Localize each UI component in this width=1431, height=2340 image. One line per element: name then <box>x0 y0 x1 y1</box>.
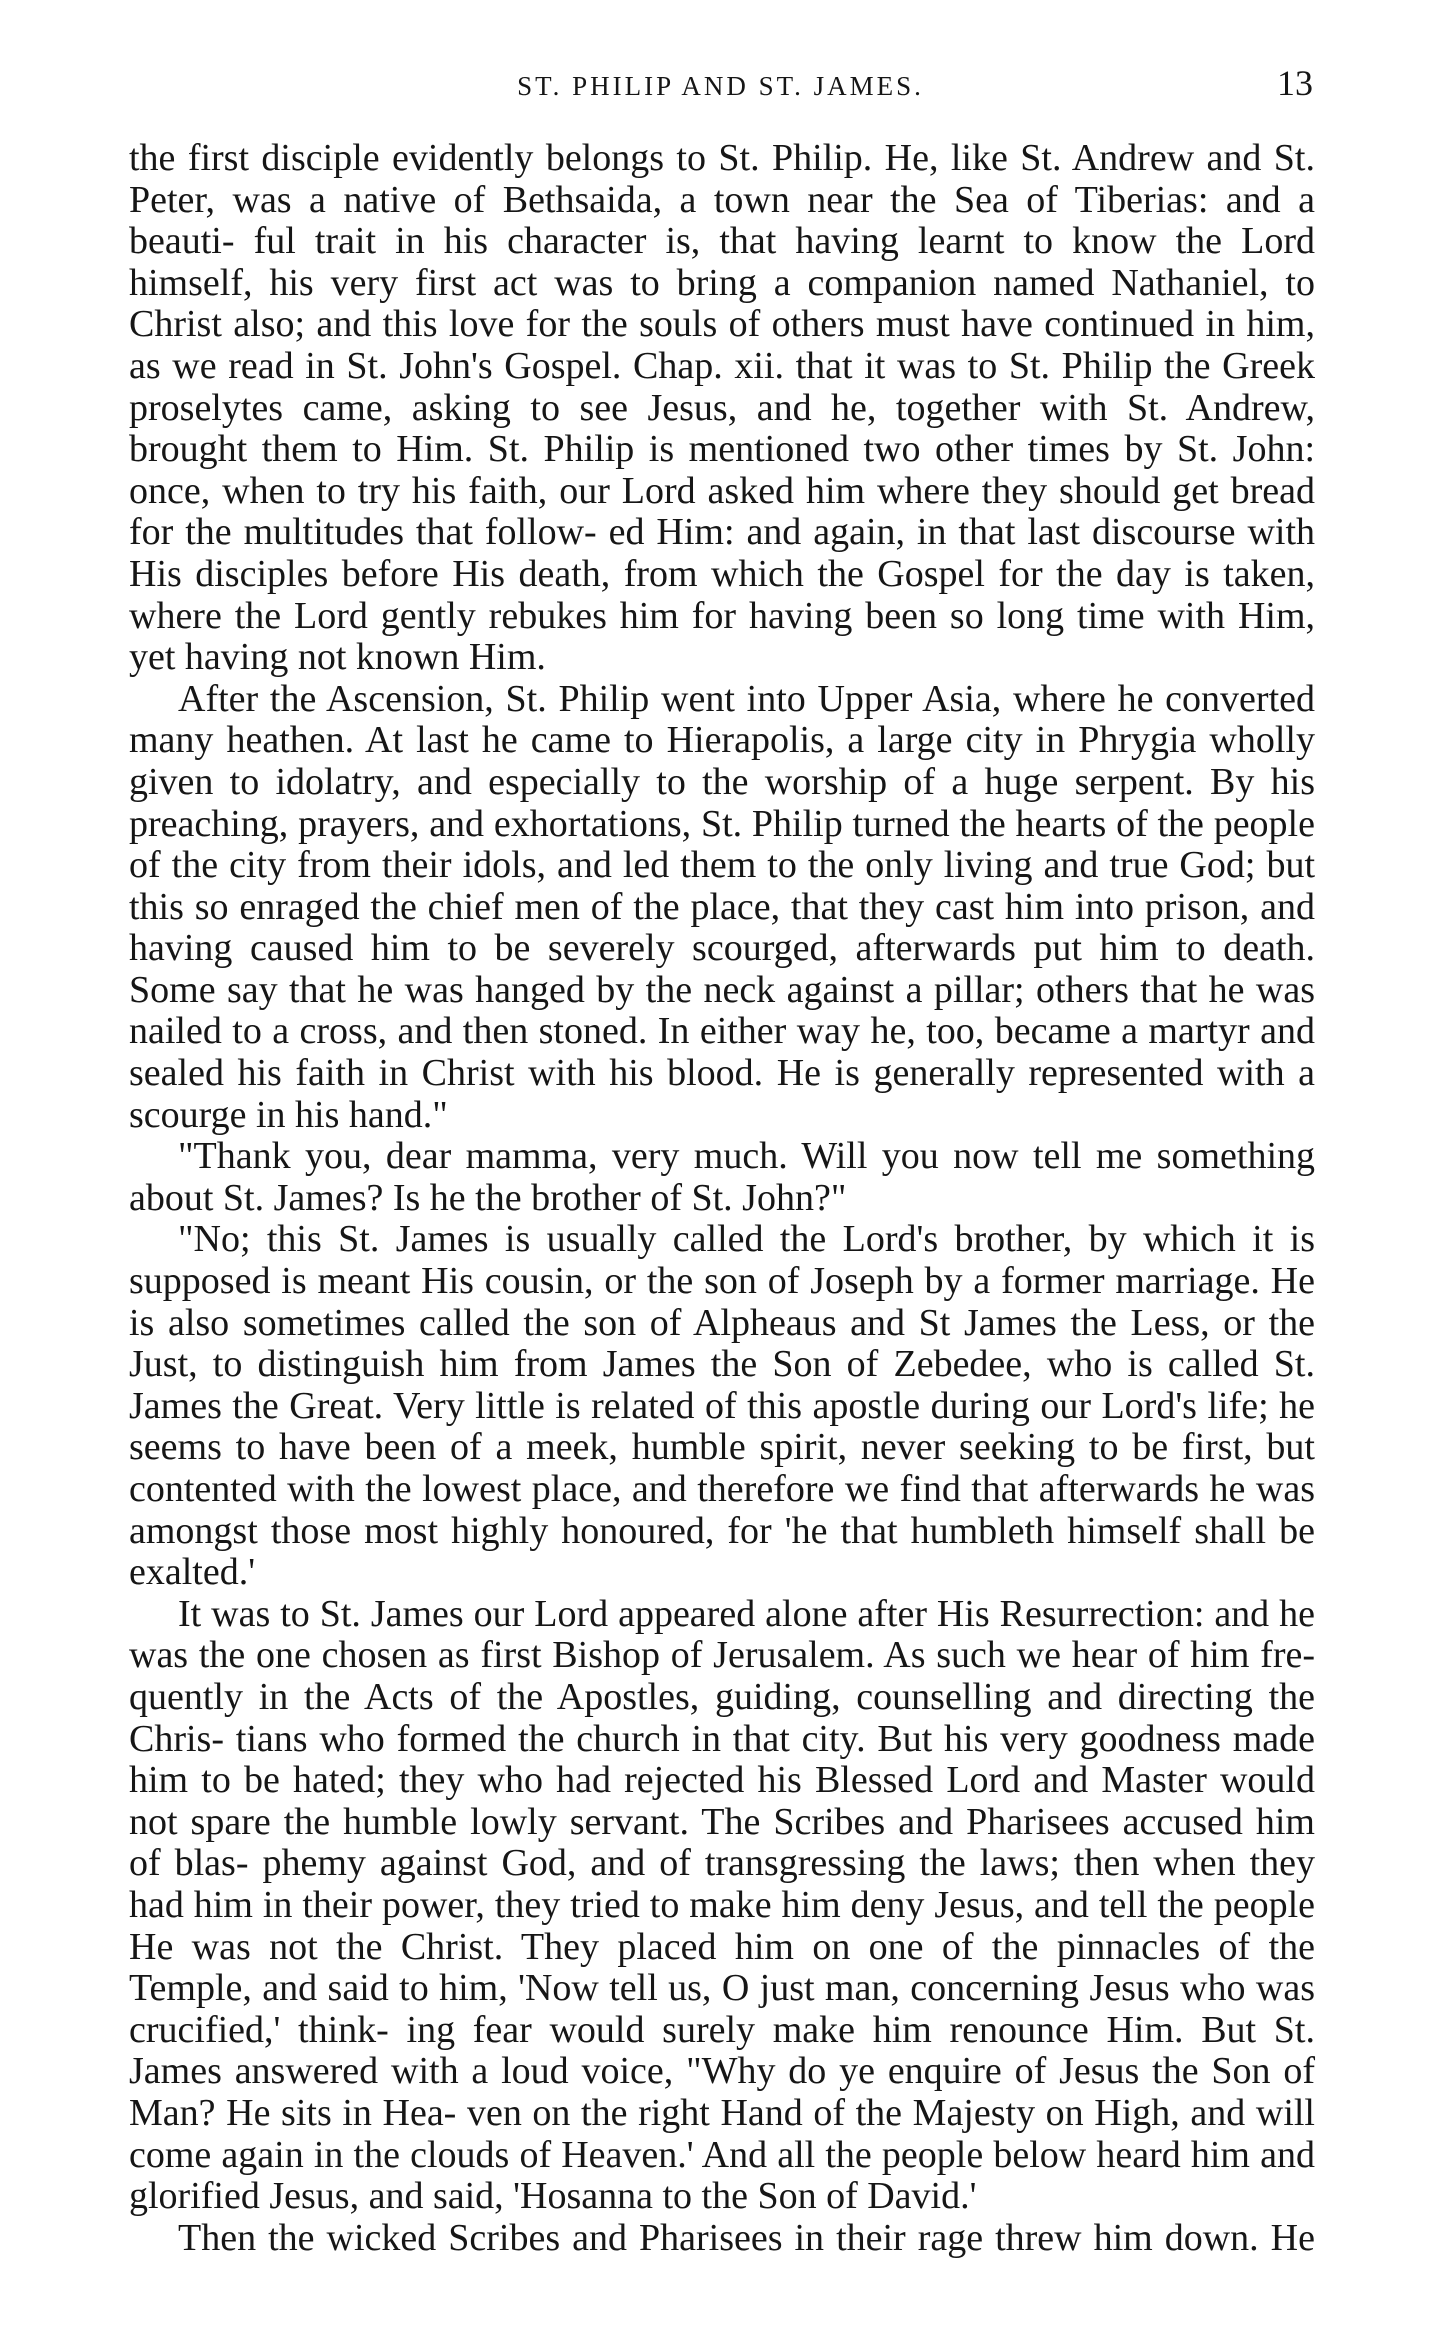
paragraph: the first disciple evidently belongs to St. Philip. He, like St. Andrew and St. Peter, was a native of Bethsaida, a town near the Sea of Tiberias: and a beauti- ful trait in his character is, that having learnt to know the Lord himself, his very first act was to bring a companion named Nathaniel, to Christ also; and this love for the souls of others must have continued in him, as we read in St. John's Gospel. Chap. xii. that it was to St. Philip the Greek proselytes came, asking to see Jesus, and he, together with St. Andrew, brought them to Him. St. Philip is mentioned two other times by St. John: once, when to try his faith, our Lord asked him where they should get bread for the multitudes that follow- ed Him: and again, in that last discourse with His disciples before His death, from which the Gospel for the day is taken, where the Lord gently rebukes him for having been so long time with Him, yet having not known Him. <box>129 137 1315 679</box>
paragraph: "Thank you, dear mamma, very much. Will you now tell me something about St. James? Is he the brother of St. John?" <box>129 1135 1315 1219</box>
running-head <box>128 58 1313 118</box>
paragraph: It was to St. James our Lord appeared alone after His Resurrection: and he was the one chosen as first Bishop of Jerusalem. As such we hear of him fre- quently in the Acts of the Apostles, guiding, counselling and directing the Chris- tians who formed the church in that city. But his very goodness made him to be hated; they who had rejected his Blessed Lord and Master would not spare the humble lowly servant. The Scribes and Pharisees accused him of blas- phemy against God, and of transgressing the laws; then when they had him in their power, they tried to make him deny Jesus, and tell the people He was not the Christ. They placed him on one of the pinnacles of the Temple, and said to him, 'Now tell us, O just man, concerning Jesus who was crucified,' think- ing fear would surely make him renounce Him. But St. James answered with a loud voice, "Why do ye enquire of Jesus the Son of Man? He sits in Hea- ven on the right Hand of the Majesty on High, and will come again in the clouds of Heaven.' And all the people below heard him and glorified Jesus, and said, 'Hosanna to the Son of David.' <box>129 1592 1315 2218</box>
paragraph: After the Ascension, St. Philip went into Upper Asia, where he converted many heathen. At last he came to Hierapolis, a large city in Phrygia wholly given to idolatry, and especially to the worship of a huge serpent. By his preaching, prayers, and exhortations, St. Philip turned the hearts of the people of the city from their idols, and led them to the only living and true God; but this so enraged the chief men of the place, that they cast him into prison, and having caused him to be severely scourged, afterwards put him to death. Some say that he was hanged by the neck against a pillar; others that he was nailed to a cross, and then stoned. In either way he, too, became a martyr and sealed his faith in Christ with his blood. He is generally represented with a scourge in his hand." <box>129 677 1315 1136</box>
running-title: ST. PHILIP AND ST. JAMES. <box>517 71 924 101</box>
paragraph: "No; this St. James is usually called the Lord's brother, by which it is supposed is meant His cousin, or the son of Joseph by a former marriage. He is also sometimes called the son of Alpheaus and St James the Less, or the Just, to distinguish him from James the Son of Zebedee, who is called St. James the Great. Very little is related of this apostle during our Lord's life; he seems to have been of a meek, humble spirit, never seeking to be first, but contented with the lowest place, and therefore we find that afterwards he was amongst those most highly honoured, for 'he that humbleth himself shall be exalted.' <box>129 1218 1315 1594</box>
page-number: 13 <box>1277 63 1313 103</box>
body-text <box>129 138 1315 2259</box>
paragraph: Then the wicked Scribes and Pharisees in their rage threw him down. He <box>178 2216 1315 2259</box>
